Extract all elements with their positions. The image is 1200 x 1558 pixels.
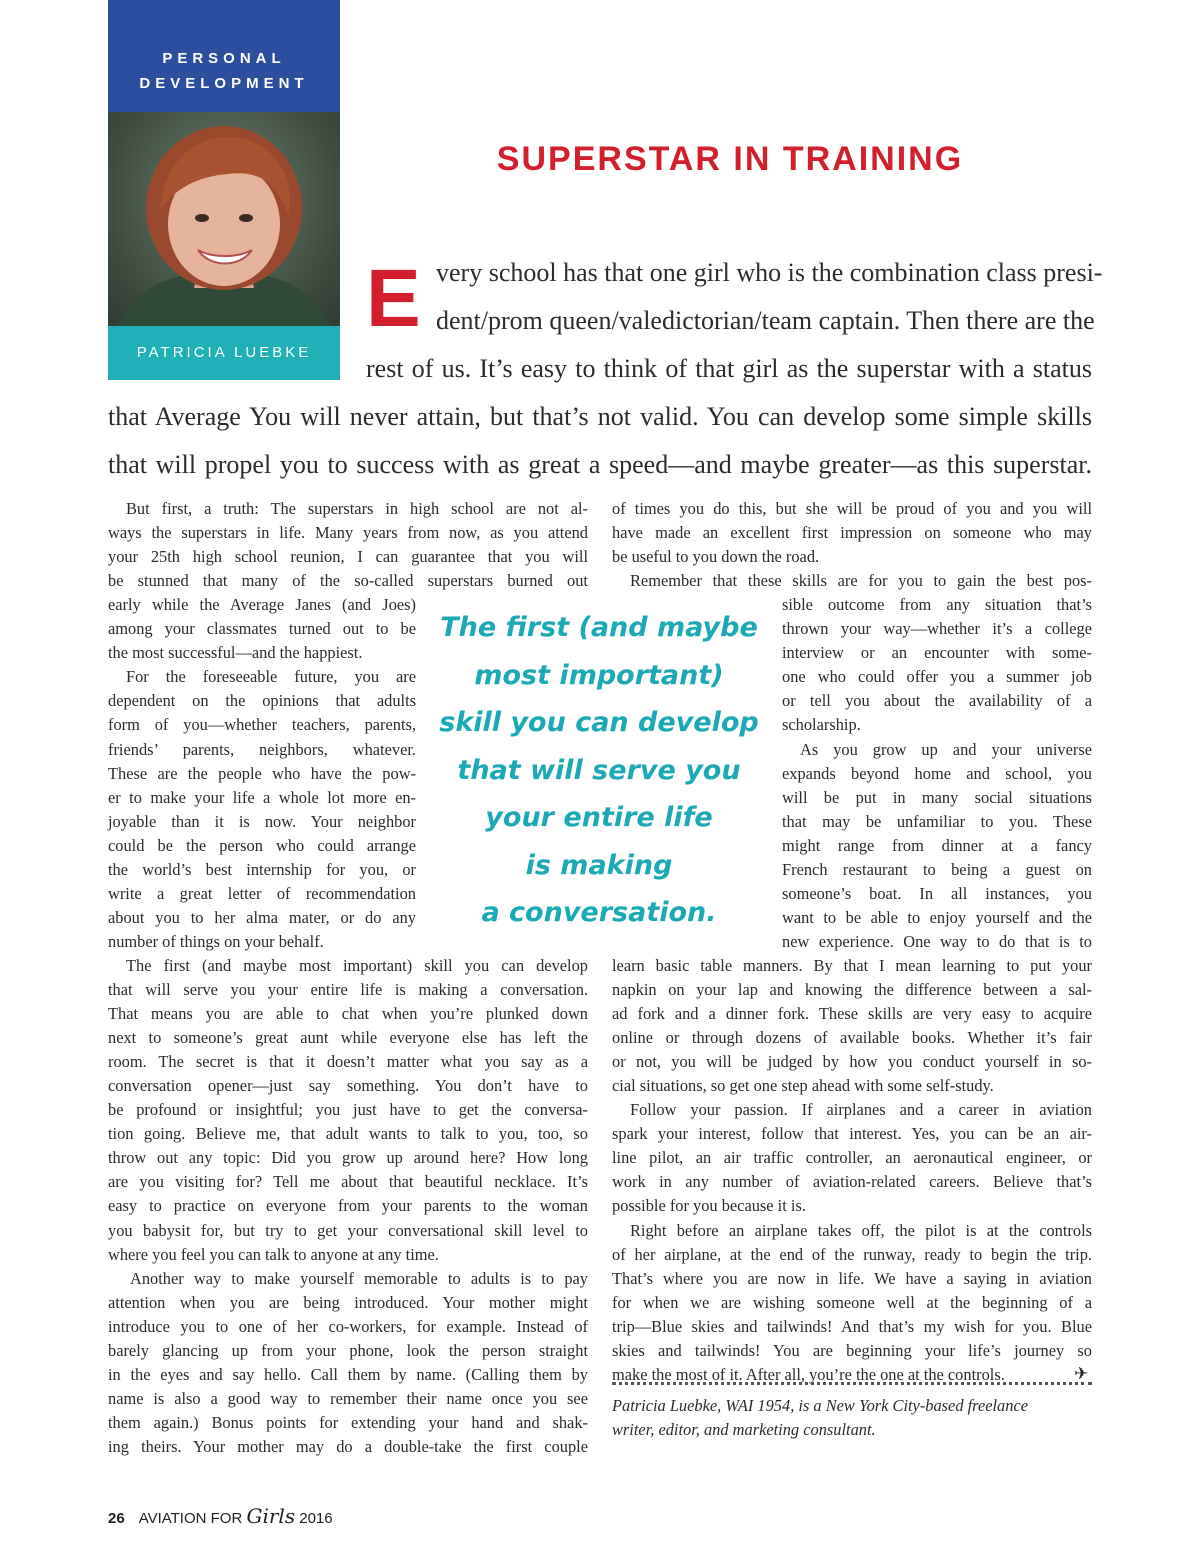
pull-quote-line: skill you can develop bbox=[439, 707, 759, 738]
body-text-line: conversation opener—just say something. You don’t have to bbox=[108, 1076, 588, 1096]
body-text-line: them again.) Bonus points for extending your hand and shak- bbox=[108, 1412, 588, 1432]
body-text-line: might range from dinner at a fancy bbox=[782, 835, 1092, 855]
publication-name: AVIATION FOR bbox=[138, 1510, 247, 1527]
body-text-line: write a great letter of recommendation bbox=[108, 883, 416, 903]
body-text-line: about you to her alma mater, or do any bbox=[108, 907, 416, 927]
body-text-line: you babysit for, but try to get your conversational skill level to bbox=[108, 1220, 588, 1240]
body-text-line: scholarship. bbox=[782, 715, 861, 735]
body-text-line: name is also a good way to remember their name once you see bbox=[108, 1388, 588, 1408]
body-text-line: the most successful—and the happiest. bbox=[108, 643, 363, 663]
body-text-line: dependent on the opinions that adults bbox=[108, 691, 416, 711]
body-text-line: where you feel you can talk to anyone at any time. bbox=[108, 1244, 439, 1264]
body-text-line: Remember that these skills are for you to gain the best pos- bbox=[630, 571, 1092, 591]
pull-quote-line: most important) bbox=[474, 659, 724, 691]
pull-quote-line: that will serve you bbox=[457, 754, 741, 786]
bio-divider bbox=[612, 1382, 1092, 1385]
body-text-line: room. The secret is that it doesn’t matter what you say as a bbox=[108, 1052, 588, 1072]
body-text-line: As you grow up and your universe bbox=[800, 739, 1092, 759]
body-text-line: that may be unfamiliar to you. These bbox=[782, 811, 1092, 831]
author-photo bbox=[108, 112, 340, 326]
body-text-line: ad fork and a dinner fork. These skills are very easy to acquire bbox=[612, 1004, 1092, 1024]
body-text-line: one who could offer you a summer job bbox=[782, 667, 1092, 687]
body-text-line: of her airplane, at the end of the runway, ready to begin the trip. bbox=[612, 1244, 1092, 1264]
body-text-line: joyable than it is now. Your neighbor bbox=[108, 811, 416, 831]
publication-year: 2016 bbox=[299, 1510, 333, 1527]
author-name-label: PATRICIA LUEBKE bbox=[108, 326, 340, 380]
body-text-line: Follow your passion. If airplanes and a career in aviation bbox=[630, 1100, 1092, 1120]
body-text-line: among your classmates turned out to be bbox=[108, 619, 416, 639]
body-text-line: of times you do this, but she will be proud of you and you will bbox=[612, 499, 1092, 518]
body-text-line: line pilot, an air traffic controller, an aeronautical engineer, or bbox=[612, 1148, 1092, 1168]
intro-line: that will propel you to success with as great a speed—and maybe greater—as this superstar. bbox=[108, 450, 1092, 479]
body-text-line: the world’s best internship for you, or bbox=[108, 859, 416, 879]
body-text-line: spark your interest, follow that interest. Yes, you can be an air- bbox=[612, 1124, 1092, 1144]
body-text-line: possible for you because it is. bbox=[612, 1196, 806, 1216]
body-text-line: That means you are able to chat when you’re plunked down bbox=[108, 1004, 588, 1024]
body-text-line: But first, a truth: The superstars in high school are not al- bbox=[126, 499, 588, 518]
drop-cap: E bbox=[366, 253, 421, 344]
body-text-line: tion going. Believe me, that adult wants to talk to you, too, so bbox=[108, 1124, 588, 1144]
body-text-line: interview or an encounter with some- bbox=[782, 643, 1092, 663]
airplane-icon: ✈ bbox=[1074, 1363, 1089, 1384]
body-text-line: are you visiting for? Tell me about that beautiful necklace. It’s bbox=[108, 1172, 588, 1192]
department-label-line1: PERSONAL bbox=[162, 50, 286, 67]
body-text-line: ing theirs. Your mother may do a double-take the first couple bbox=[108, 1436, 588, 1456]
body-text-line: easy to practice on everyone from your parents to the woman bbox=[108, 1196, 588, 1216]
body-text-line: or tell you about the availability of a bbox=[782, 691, 1092, 711]
body-text-line: throw out any topic: Did you grow up around here? How long bbox=[108, 1148, 588, 1168]
pull-quote-line: a conversation. bbox=[481, 897, 717, 928]
body-text-line: make the most of it. After all, you’re the one at the controls. bbox=[612, 1364, 1005, 1384]
body-text-line: could be the person who could arrange bbox=[108, 835, 416, 855]
body-text-line: early while the Average Janes (and Joes) bbox=[108, 595, 416, 615]
body-text-line: be stunned that many of the so-called superstars burned out bbox=[108, 571, 588, 591]
article-title: SUPERSTAR IN TRAINING bbox=[496, 140, 964, 178]
body-text-line: or not, you will be judged by how you conduct yourself in so- bbox=[612, 1052, 1092, 1072]
department-banner bbox=[108, 0, 340, 112]
page-footer bbox=[108, 1504, 333, 1528]
body-text-line: cial situations, so get one step ahead with some self-study. bbox=[612, 1076, 994, 1096]
intro-line: very school has that one girl who is the combination class presi- bbox=[436, 258, 1103, 287]
author-sidebar bbox=[108, 0, 340, 380]
body-text-line: attention when you are being introduced. Your mother might bbox=[108, 1292, 588, 1312]
body-text-line: be useful to you down the road. bbox=[612, 547, 820, 567]
body-text-line: that will serve you your entire life is making a conversation. bbox=[108, 980, 588, 999]
pull-quote bbox=[432, 604, 766, 937]
intro-line: that Average You will never attain, but that’s not valid. You can develop some simple skills bbox=[108, 402, 1092, 431]
pull-quote-line: your entire life bbox=[485, 802, 713, 833]
body-text-line: have made an excellent first impression on someone who may bbox=[612, 523, 1092, 543]
body-text-line: expands beyond home and school, you bbox=[782, 763, 1092, 783]
body-text-line: Right before an airplane takes off, the pilot is at the controls bbox=[630, 1220, 1092, 1240]
publication-name-script: Girls bbox=[246, 1504, 296, 1528]
department-label-line2: DEVELOPMENT bbox=[139, 75, 309, 92]
intro-line: dent/prom queen/valedictorian/team captain. Then there are the bbox=[436, 306, 1095, 335]
pull-quote-line: The first (and maybe bbox=[440, 612, 758, 643]
body-text-line: next to someone’s great aunt while everyone else has left the bbox=[108, 1028, 588, 1048]
body-text-line: friends’ parents, neighbors, whatever. bbox=[108, 739, 416, 759]
pull-quote-line: is making bbox=[525, 849, 673, 881]
body-text-line: barely glancing up from your phone, look the person straight bbox=[108, 1340, 588, 1360]
body-text-line: introduce you to one of her co-workers, for example. Instead of bbox=[108, 1316, 588, 1336]
author-bio-line: Patricia Luebke, WAI 1954, is a New York City-based freelance bbox=[612, 1396, 1028, 1415]
body-text-line: That’s where you are now in life. We have a saying in aviation bbox=[612, 1268, 1092, 1288]
body-text-line: For the foreseeable future, you are bbox=[126, 667, 416, 687]
body-text-line: ways the superstars in life. Many years from now, as you attend bbox=[108, 523, 588, 543]
body-text-line: sible outcome from any situation that’s bbox=[782, 595, 1092, 615]
body-text-line: thrown your way—whether it’s a college bbox=[782, 619, 1092, 639]
body-text-line: trip—Blue skies and tailwinds! And that’s my wish for you. Blue bbox=[612, 1316, 1092, 1336]
body-text-line: new experience. One way to do that is to bbox=[782, 931, 1092, 951]
body-text-line: in the eyes and say hello. Call them by name. (Calling them by bbox=[108, 1364, 588, 1384]
body-text-line: someone’s boat. In all instances, you bbox=[782, 883, 1092, 903]
body-text-line: er to make your life a whole lot more en- bbox=[108, 787, 416, 807]
body-text-line: skies and tailwinds! You are beginning your life’s journey so bbox=[612, 1340, 1092, 1360]
body-text-line: online or through dozens of available books. Whether it’s fair bbox=[612, 1028, 1092, 1048]
body-text-line: work in any number of aviation-related careers. Believe that’s bbox=[612, 1172, 1092, 1192]
body-text-line: want to be able to enjoy yourself and the bbox=[782, 907, 1092, 927]
body-text-line: These are the people who have the pow- bbox=[108, 763, 416, 783]
page-number: 26 bbox=[108, 1510, 125, 1527]
body-text-line: number of things on your behalf. bbox=[108, 931, 324, 951]
body-text-line: your 25th high school reunion, I can guarantee that you will bbox=[108, 547, 588, 567]
body-text-line: be profound or insightful; you just have to get the conversa- bbox=[108, 1100, 588, 1120]
body-text-line: Another way to make yourself memorable to adults is to pay bbox=[130, 1268, 588, 1288]
intro-line: rest of us. It’s easy to think of that girl as the superstar with a status bbox=[366, 354, 1092, 383]
author-bio-line: writer, editor, and marketing consultant. bbox=[612, 1420, 876, 1439]
body-text-line: napkin on your lap and knowing the difference between a sal- bbox=[612, 980, 1092, 999]
body-text-line: will be put in many social situations bbox=[782, 787, 1092, 807]
body-text-line: French restaurant to being a guest on bbox=[782, 859, 1092, 879]
body-text-line: for when we are wishing someone well at the beginning of a bbox=[612, 1292, 1092, 1312]
body-text-line: learn basic table manners. By that I mean learning to put your bbox=[612, 955, 1092, 975]
body-text-line: The first (and maybe most important) skill you can develop bbox=[126, 955, 588, 975]
body-text-line: form of you—whether teachers, parents, bbox=[108, 715, 416, 735]
